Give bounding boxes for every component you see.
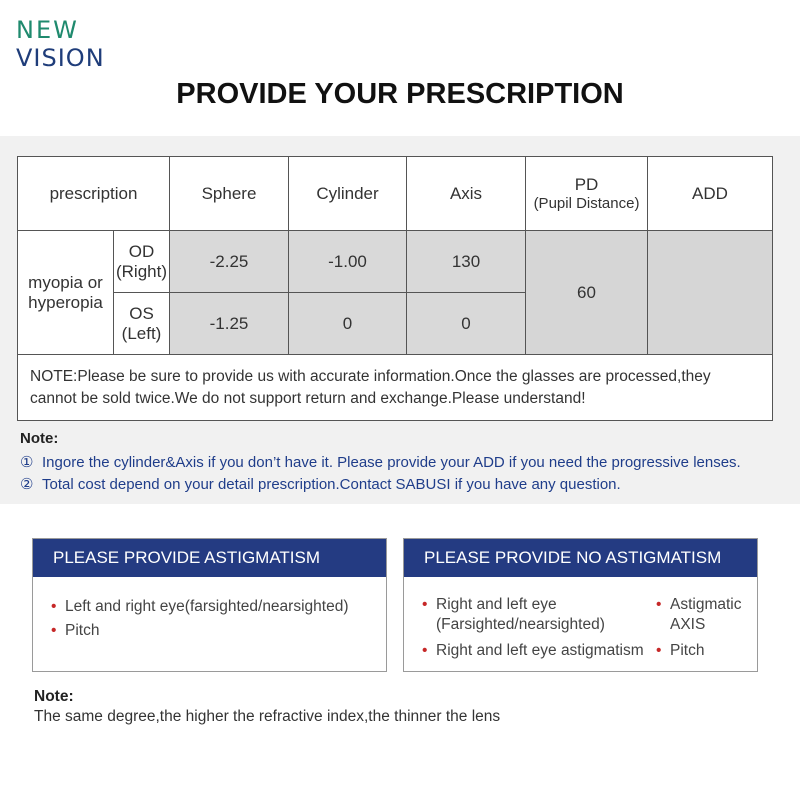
od-label-cell	[114, 231, 170, 293]
os-cylinder: 0	[289, 293, 407, 355]
no-astigmatism-box	[403, 538, 758, 672]
note-number-1: ①	[20, 454, 34, 471]
note-item-2	[20, 475, 790, 493]
table-note: NOTE:Please be sure to provide us with accurate information.Once the glasses are processed,they cannot be sold twice.We do not support return and exchange.Please understand!	[18, 355, 773, 421]
footer-note-heading: Note:	[34, 688, 74, 705]
list-item	[656, 641, 756, 661]
table-header-row	[18, 157, 773, 231]
note-text-2: Total cost depend on your detail prescription.Contact SABUSI if you have any question.	[42, 476, 621, 493]
logo-line-vision: VISION	[16, 44, 105, 72]
header-pd	[526, 157, 648, 231]
list-item: • Pitch	[51, 621, 348, 641]
table-note-row	[18, 355, 773, 421]
od-sphere: -2.25	[170, 231, 289, 293]
header-pd-sub: (Pupil Distance)	[533, 195, 640, 212]
no-astigmatism-list-right	[656, 595, 756, 667]
header-prescription: prescription	[18, 157, 170, 231]
header-cylinder: Cylinder	[289, 157, 407, 231]
notes-section	[20, 430, 790, 497]
pd-value: 60	[526, 231, 648, 355]
od-label: OD	[128, 241, 155, 261]
list-item-line: (Farsighted/nearsighted)	[436, 616, 605, 633]
list-item	[656, 595, 756, 635]
header-pd-label: PD	[574, 175, 599, 194]
row-group-label	[18, 231, 114, 355]
note-item-1	[20, 453, 790, 471]
list-item-line: • Right and left eye	[436, 596, 557, 613]
footer-note	[34, 688, 500, 726]
od-sub: (Right)	[115, 261, 167, 281]
no-astigmatism-list-left	[422, 595, 652, 667]
row-group-line1: myopia or	[28, 272, 103, 292]
astigmatism-box-title: PLEASE PROVIDE ASTIGMATISM	[33, 539, 386, 577]
od-axis: 130	[407, 231, 526, 293]
header-axis: Axis	[407, 157, 526, 231]
list-item-line: AXIS	[670, 616, 706, 633]
page-title: PROVIDE YOUR PRESCRIPTION	[176, 78, 624, 110]
no-astigmatism-box-title: PLEASE PROVIDE NO ASTIGMATISM	[404, 539, 757, 577]
astigmatism-list	[51, 597, 348, 645]
list-item: • Left and right eye(farsighted/nearsighted)	[51, 597, 348, 617]
list-item	[422, 595, 652, 635]
note-number-2: ②	[20, 476, 34, 493]
table-row-od	[18, 231, 773, 293]
brand-logo	[16, 18, 105, 70]
header-sphere: Sphere	[170, 157, 289, 231]
astigmatism-box	[32, 538, 387, 672]
os-sub: (Left)	[121, 323, 162, 343]
footer-note-text: The same degree,the higher the refractive index,the thinner the lens	[34, 708, 501, 725]
list-item-line: • Pitch	[670, 642, 705, 659]
header-add: ADD	[648, 157, 773, 231]
od-cylinder: -1.00	[289, 231, 407, 293]
list-item-line: • Right and left eye astigmatism	[436, 642, 644, 659]
row-group-line2: hyperopia	[28, 292, 103, 312]
notes-heading: Note:	[20, 430, 59, 447]
list-item-line: • Astigmatic	[670, 596, 742, 613]
os-sphere: -1.25	[170, 293, 289, 355]
list-item	[422, 641, 652, 661]
add-value	[648, 231, 773, 355]
logo-line-new: NEW	[16, 16, 79, 44]
note-text-1: Ingore the cylinder&Axis if you don’t have it. Please provide your ADD if you need the progressive lenses.	[42, 454, 741, 471]
prescription-table	[17, 156, 773, 421]
os-label: OS	[129, 303, 154, 323]
os-axis: 0	[407, 293, 526, 355]
os-label-cell	[114, 293, 170, 355]
